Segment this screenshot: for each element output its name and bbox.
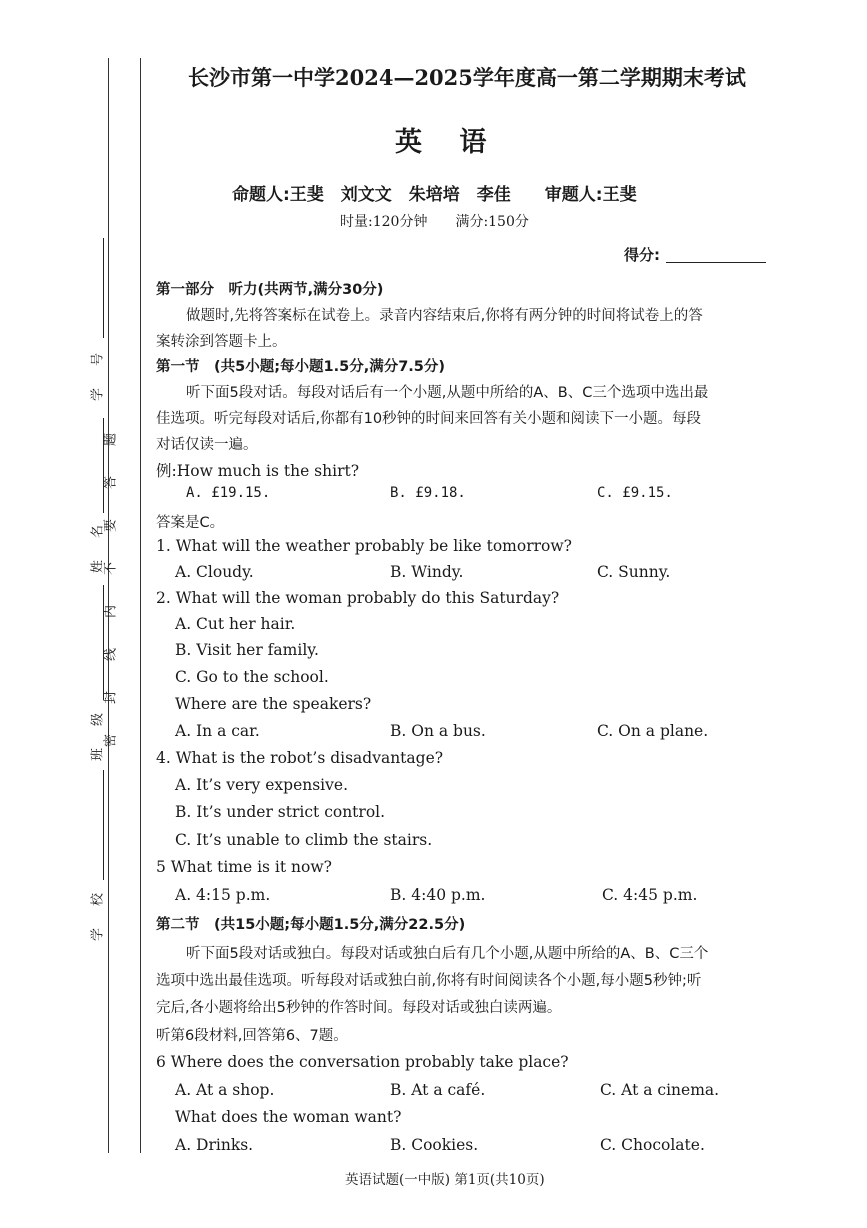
sec2-heading: 第二节 (共15小题;每小题1.5分,满分22.5分) <box>156 917 466 933</box>
sec1-intro-1: 听下面5段对话。每段对话后有一个小题,从题中所给的A、B、C三个选项中选出最 <box>186 385 709 401</box>
example-answer: 答案是C。 <box>156 515 225 531</box>
authors-line: 命题人:王斐 刘文文 朱培培 李佳 审题人:王斐 <box>232 185 637 205</box>
q6-option-a: A. At a shop. <box>175 1081 275 1099</box>
field-class-line <box>103 585 104 700</box>
binding-notice <box>103 418 134 762</box>
q5-option-b: B. 4:40 p.m. <box>390 886 486 904</box>
q3-option-b: B. On a bus. <box>390 722 486 740</box>
q1-stem: 1. What will the weather probably be like tomorrow? <box>156 537 572 555</box>
q2-option-a: A. Cut her hair. <box>175 615 296 633</box>
field-school-char-1: 校 <box>90 893 106 907</box>
field-name-char-1: 名 <box>90 525 106 539</box>
sec1-intro-3: 对话仅读一遍。 <box>156 437 258 453</box>
example-option-b: B. £9.18. <box>390 485 466 501</box>
q5-stem: 5 What time is it now? <box>156 858 332 876</box>
q1-option-a: A. Cloudy. <box>175 563 254 581</box>
example-option-a: A. £19.15. <box>186 485 271 501</box>
sec1-intro-2: 佳选项。听完每段对话后,你都有10秒钟的时间来回答有关小题和阅读下一小题。每段 <box>156 411 702 427</box>
q2-stem: 2. What will the woman probably do this Saturday? <box>156 589 560 607</box>
subject-title: 英 语 <box>395 127 501 158</box>
field-student-id-line <box>103 238 104 338</box>
q2-option-b: B. Visit her family. <box>175 641 319 659</box>
field-class-char-2: 班 <box>90 748 106 762</box>
field-school <box>88 890 104 944</box>
q4-option-a: A. It’s very expensive. <box>175 776 348 794</box>
notice-char-8: 密 <box>103 734 119 748</box>
notice-char-1: 题 <box>103 433 119 447</box>
field-student-id <box>88 350 104 404</box>
q5-option-c: C. 4:45 p.m. <box>602 886 698 904</box>
part1-heading: 第一部分 听力(共两节,满分30分) <box>156 282 384 298</box>
field-student-id-char-2: 学 <box>90 388 106 402</box>
q3-option-a: A. In a car. <box>175 722 260 740</box>
q4-stem: 4. What is the robot’s disadvantage? <box>156 749 444 767</box>
q4-option-c: C. It’s unable to climb the stairs. <box>175 831 433 849</box>
page-footer: 英语试题(一中版) 第1页(共10页) <box>345 1172 545 1188</box>
score-blank[interactable] <box>666 262 766 263</box>
field-student-id-char-1: 号 <box>90 353 106 367</box>
example-option-c: C. £9.15. <box>597 485 673 501</box>
sec2-intro-2: 选项中选出最佳选项。听每段对话或独白前,你将有时间阅读各个小题,每小题5秒钟;听 <box>156 973 702 989</box>
q6-option-b: B. At a café. <box>390 1081 486 1099</box>
part1-intro-1: 做题时,先将答案标在试卷上。录音内容结束后,你将有两分钟的时间将试卷上的答 <box>186 308 703 324</box>
sec1-heading: 第一节 (共5小题;每小题1.5分,满分7.5分) <box>156 359 446 375</box>
field-school-line <box>103 770 104 880</box>
field-name-char-2: 姓 <box>90 560 106 574</box>
field-class <box>88 710 104 764</box>
q7-option-b: B. Cookies. <box>390 1136 479 1154</box>
q7-stem: What does the woman want? <box>175 1108 402 1126</box>
q1-option-c: C. Sunny. <box>597 563 671 581</box>
q7-option-a: A. Drinks. <box>175 1136 254 1154</box>
time-score-line: 时量:120分钟 满分:150分 <box>340 214 529 230</box>
notice-char-5: 内 <box>103 605 119 619</box>
q5-option-a: A. 4:15 p.m. <box>175 886 271 904</box>
q2-option-c: C. Go to the school. <box>175 668 329 686</box>
exam-title: 长沙市第一中学2024—2025学年度高一第二学期期末考试 <box>188 65 746 90</box>
q4-option-b: B. It’s under strict control. <box>175 803 386 821</box>
q6-option-c: C. At a cinema. <box>600 1081 720 1099</box>
sec2-intro-1: 听下面5段对话或独白。每段对话或独白后有几个小题,从题中所给的A、B、C三个 <box>186 946 709 962</box>
notice-char-3: 要 <box>103 519 119 533</box>
material-6-instruction: 听第6段材料,回答第6、7题。 <box>156 1028 348 1044</box>
q6-stem: 6 Where does the conversation probably take place? <box>156 1053 569 1071</box>
q1-option-b: B. Windy. <box>390 563 464 581</box>
q3-option-c: C. On a plane. <box>597 722 709 740</box>
field-school-char-2: 学 <box>90 928 106 942</box>
field-class-char-1: 级 <box>90 713 106 727</box>
part1-intro-2: 案转涂到答题卡上。 <box>156 334 287 350</box>
q7-option-c: C. Chocolate. <box>600 1136 705 1154</box>
field-name <box>88 522 104 576</box>
notice-char-6: 线 <box>103 648 119 662</box>
sec2-intro-3: 完后,各小题将给出5秒钟的作答时间。每段对话或独白读两遍。 <box>156 1000 562 1016</box>
q3-stem: Where are the speakers? <box>175 695 372 713</box>
notice-char-4: 不 <box>103 562 119 576</box>
notice-char-2: 答 <box>103 476 119 490</box>
score-label: 得分: <box>624 246 660 264</box>
notice-char-7: 封 <box>103 691 119 705</box>
example-question: 例:How much is the shirt? <box>156 462 360 480</box>
